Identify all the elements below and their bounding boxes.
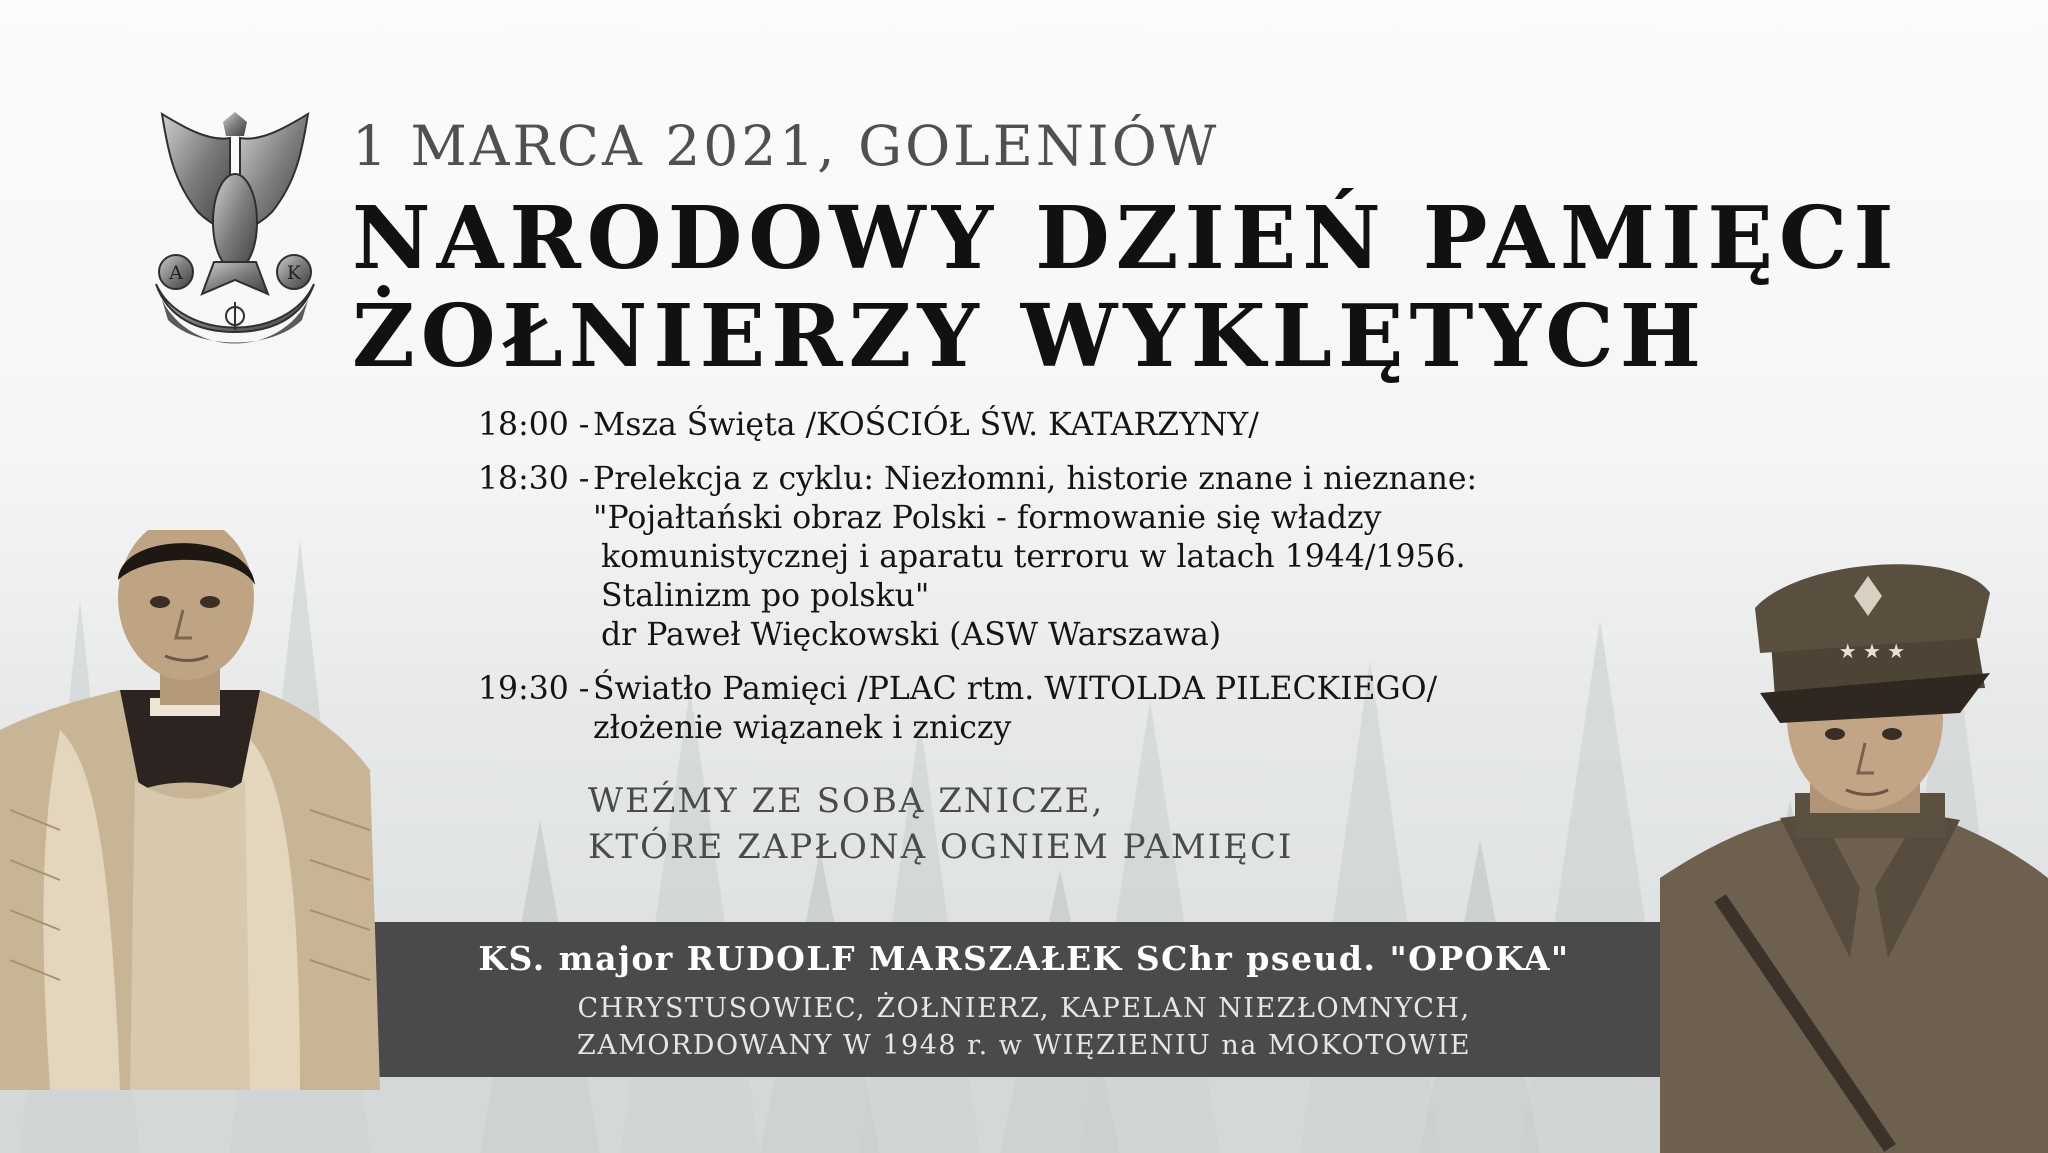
appeal-text — [588, 778, 1293, 870]
title-line-2: ŻOŁNIERZY WYKLĘTYCH — [352, 286, 1708, 387]
officer-portrait — [1660, 538, 2048, 1153]
schedule-line: komunistycznej i aparatu terroru w latach 1944/1956. — [601, 539, 1466, 575]
schedule-item — [478, 670, 1648, 748]
schedule-time: 18:30 - — [478, 461, 590, 497]
event-schedule — [478, 406, 1648, 763]
schedule-line: Stalinizm po polsku" — [601, 578, 930, 614]
page-title — [352, 190, 1900, 386]
schedule-line: Msza Święta /KOŚCIÓŁ ŚW. KATARZYNY/ — [593, 407, 1259, 443]
banner-desc-line-1: CHRYSTUSOWIEC, ŻOŁNIERZ, KAPELAN NIEZŁOMNYCH, — [577, 993, 1471, 1024]
schedule-line: Prelekcja z cyklu: Niezłomni, historie znane i nieznane: — [593, 461, 1478, 497]
title-line-1: NARODOWY DZIEŃ PAMIĘCI — [352, 188, 1900, 289]
svg-text:A: A — [169, 262, 183, 284]
armia-krajowa-eagle-icon — [152, 112, 318, 362]
svg-text:★ ★ ★: ★ ★ ★ — [1838, 639, 1906, 663]
banner-desc-line-2: ZAMORDOWANY W 1948 r. w WIĘZIENIU na MOKOTOWIE — [576, 1030, 1472, 1061]
schedule-line: "Pojałtański obraz Polski - formowanie się władzy — [593, 500, 1382, 536]
schedule-item — [478, 406, 1648, 445]
priest-portrait — [0, 530, 380, 1090]
svg-text:K: K — [286, 262, 302, 284]
schedule-line: dr Paweł Więckowski (ASW Warszawa) — [601, 617, 1222, 653]
event-date-location: 1 MARCA 2021, GOLENIÓW — [352, 114, 1220, 178]
schedule-line: Światło Pamięci /PLAC rtm. WITOLDA PILECKIEGO/ — [593, 671, 1438, 707]
appeal-line-1: WEŹMY ZE SOBĄ ZNICZE, — [588, 781, 1105, 821]
banner-name: KS. major RUDOLF MARSZAŁEK SChr pseud. "OPOKA" — [478, 939, 1570, 978]
schedule-item — [478, 460, 1648, 655]
schedule-time: 19:30 - — [478, 671, 590, 707]
schedule-time: 18:00 - — [478, 407, 590, 443]
schedule-line: złożenie wiązanek i zniczy — [593, 710, 1012, 746]
appeal-line-2: KTÓRE ZAPŁONĄ OGNIEM PAMIĘCI — [588, 827, 1294, 867]
